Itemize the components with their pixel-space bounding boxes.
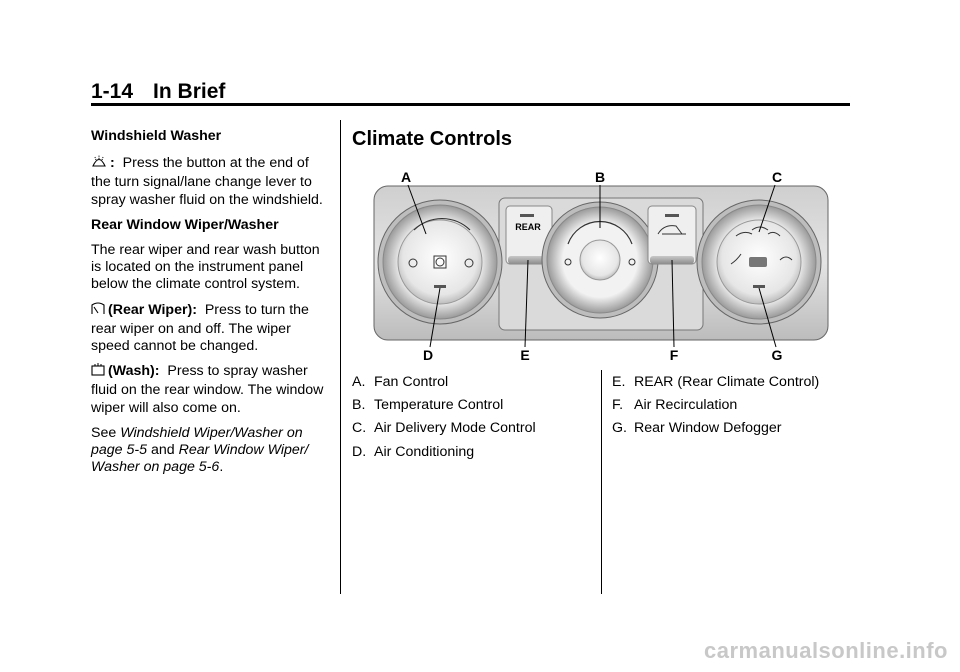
legend-text: Air Delivery Mode Control bbox=[374, 420, 536, 437]
rear-wiper-para bbox=[91, 302, 331, 356]
rear-wiper-label: (Rear Wiper): bbox=[108, 301, 197, 318]
legend-letter: G. bbox=[612, 420, 627, 437]
rear-wiper-text: Press to turn the rear wiper on and off. The wiper speed cannot be changed. bbox=[91, 301, 309, 355]
legend-text: REAR (Rear Climate Control) bbox=[634, 374, 820, 390]
svg-text:REAR: REAR bbox=[515, 222, 541, 232]
climate-panel-illustration bbox=[356, 164, 840, 370]
see-also-para bbox=[91, 425, 331, 477]
windshield-washer-icon bbox=[91, 153, 107, 174]
see-reference-2[interactable]: Rear Window Wiper/ Washer on page 5-6 bbox=[91, 442, 309, 476]
legend-letter: B. bbox=[352, 397, 366, 414]
header-rule bbox=[91, 103, 850, 106]
rear-wiper-washer-intro: The rear wiper and rear wash button is located on the instrument panel below the climate control system. bbox=[91, 242, 320, 293]
air-recirculation-button[interactable] bbox=[648, 206, 696, 264]
legend-letter: A. bbox=[352, 374, 366, 390]
legend-text: Air Conditioning bbox=[374, 443, 475, 460]
legend-item bbox=[612, 420, 819, 437]
legend-text: Rear Window Defogger bbox=[634, 420, 782, 437]
legend-item bbox=[352, 397, 536, 414]
legend-letter: C. bbox=[352, 420, 367, 437]
legend-text: Fan Control bbox=[374, 374, 449, 390]
climate-panel-figure bbox=[356, 164, 840, 370]
page-header-title: In Brief bbox=[153, 80, 226, 103]
callout-b: B bbox=[594, 169, 606, 185]
windshield-washer-para bbox=[91, 153, 331, 209]
legend-text: Temperature Control bbox=[374, 397, 504, 414]
fan-control-knob[interactable] bbox=[378, 200, 502, 324]
rear-wiper-icon bbox=[91, 302, 105, 321]
climate-section-title: Climate Controls bbox=[352, 128, 513, 150]
callout-d: D bbox=[422, 347, 434, 363]
callout-e: E bbox=[520, 347, 530, 363]
windshield-washer-text: Press the button at the end of the turn signal/lane change lever to spray washer fluid on the windshield. bbox=[91, 155, 323, 208]
legend-letter: E. bbox=[612, 374, 626, 390]
page-header bbox=[91, 80, 225, 104]
left-column bbox=[91, 128, 331, 484]
see-suffix: . bbox=[219, 459, 224, 476]
rear-wash-label: (Wash): bbox=[108, 363, 160, 380]
climate-legend-list-1 bbox=[352, 374, 536, 467]
rear-wash-para bbox=[91, 363, 331, 417]
rear-wash-icon bbox=[91, 363, 105, 382]
windshield-washer-heading: Windshield Washer bbox=[91, 128, 222, 144]
legend-item bbox=[352, 444, 536, 461]
column-divider-2 bbox=[601, 370, 602, 594]
watermark: carmanualsonline.info bbox=[704, 638, 948, 663]
rear-wash-text: Press to spray washer fluid on the rear window. The window wiper will also come on. bbox=[91, 363, 324, 416]
page-number: 1-14 bbox=[91, 80, 134, 103]
see-reference-1[interactable]: Windshield Wiper/Washer on page 5-5 bbox=[91, 424, 303, 459]
air-delivery-mode-knob[interactable] bbox=[697, 200, 821, 324]
callout-g: G bbox=[771, 347, 783, 363]
callout-c: C bbox=[771, 169, 783, 185]
callout-a: A bbox=[400, 169, 412, 185]
legend-letter: D. bbox=[352, 443, 367, 460]
see-and: and bbox=[150, 442, 175, 459]
climate-legend-list-2 bbox=[612, 374, 819, 444]
column-divider-1 bbox=[340, 120, 341, 594]
rear-wiper-washer-heading: Rear Window Wiper/Washer bbox=[91, 216, 279, 233]
callout-f: F bbox=[669, 347, 679, 363]
legend-text: Air Recirculation bbox=[634, 397, 738, 414]
see-prefix: See bbox=[91, 424, 117, 441]
windshield-washer-label: : bbox=[110, 155, 115, 172]
legend-item bbox=[352, 374, 536, 391]
legend-item bbox=[352, 420, 536, 437]
legend-letter: F. bbox=[612, 397, 624, 414]
legend-item bbox=[612, 374, 819, 391]
legend-item bbox=[612, 397, 819, 414]
